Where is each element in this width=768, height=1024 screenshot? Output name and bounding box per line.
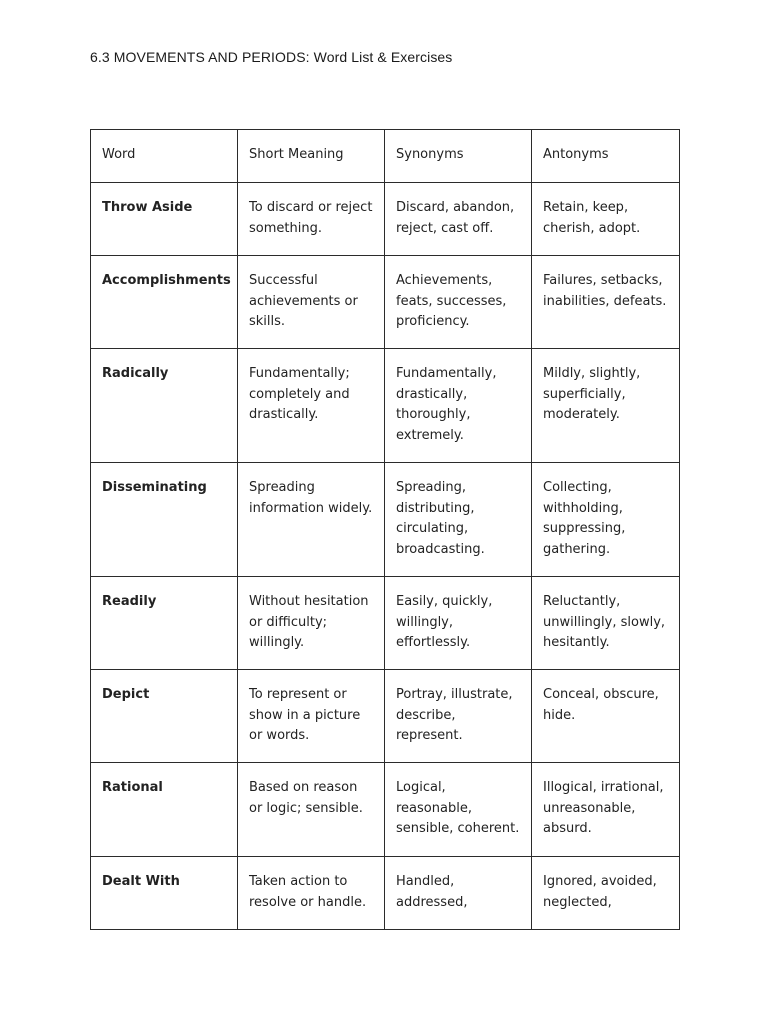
- antonyms-cell: Ignored, avoided, neglected,: [532, 857, 680, 930]
- table-row: [91, 577, 680, 670]
- word-cell: Accomplishments: [91, 256, 238, 349]
- synonyms-cell: Logical, reasonable, sensible, coherent.: [385, 763, 532, 857]
- meaning-cell: Taken action to resolve or handle.: [238, 857, 385, 930]
- meaning-cell: To discard or reject something.: [238, 183, 385, 256]
- word-cell: Disseminating: [91, 463, 238, 577]
- word-cell: Depict: [91, 670, 238, 763]
- synonyms-cell: Portray, illustrate, describe, represent.: [385, 670, 532, 763]
- antonyms-cell: Reluctantly, unwillingly, slowly, hesitantly.: [532, 577, 680, 670]
- table-row: [91, 670, 680, 763]
- table-header-row: [91, 130, 680, 183]
- header-short-meaning: Short Meaning: [238, 130, 385, 183]
- meaning-cell: To represent or show in a picture or words.: [238, 670, 385, 763]
- synonyms-cell: Achievements, feats, successes, proficiency.: [385, 256, 532, 349]
- word-cell: Throw Aside: [91, 183, 238, 256]
- table-row: [91, 256, 680, 349]
- meaning-cell: Fundamentally; completely and drastically.: [238, 349, 385, 463]
- synonyms-cell: Handled, addressed,: [385, 857, 532, 930]
- table-row: [91, 463, 680, 577]
- meaning-cell: Successful achievements or skills.: [238, 256, 385, 349]
- synonyms-cell: Easily, quickly, willingly, effortlessly.: [385, 577, 532, 670]
- header-antonyms: Antonyms: [532, 130, 680, 183]
- document-title: 6.3 MOVEMENTS AND PERIODS: Word List & Exercises: [90, 49, 453, 65]
- meaning-cell: Without hesitation or difficulty; willingly.: [238, 577, 385, 670]
- antonyms-cell: Mildly, slightly, superficially, moderately.: [532, 349, 680, 463]
- table-row: [91, 857, 680, 930]
- header-synonyms: Synonyms: [385, 130, 532, 183]
- meaning-cell: Spreading information widely.: [238, 463, 385, 577]
- table-row: [91, 349, 680, 463]
- synonyms-cell: Fundamentally, drastically, thoroughly, extremely.: [385, 349, 532, 463]
- word-cell: Dealt With: [91, 857, 238, 930]
- table-row: [91, 183, 680, 256]
- word-cell: Readily: [91, 577, 238, 670]
- vocabulary-table: [90, 129, 680, 930]
- antonyms-cell: Illogical, irrational, unreasonable, absurd.: [532, 763, 680, 857]
- table-row: [91, 763, 680, 857]
- synonyms-cell: Spreading, distributing, circulating, broadcasting.: [385, 463, 532, 577]
- antonyms-cell: Retain, keep, cherish, adopt.: [532, 183, 680, 256]
- antonyms-cell: Failures, setbacks, inabilities, defeats.: [532, 256, 680, 349]
- word-cell: Radically: [91, 349, 238, 463]
- antonyms-cell: Collecting, withholding, suppressing, gathering.: [532, 463, 680, 577]
- header-word: Word: [91, 130, 238, 183]
- synonyms-cell: Discard, abandon, reject, cast off.: [385, 183, 532, 256]
- meaning-cell: Based on reason or logic; sensible.: [238, 763, 385, 857]
- word-cell: Rational: [91, 763, 238, 857]
- antonyms-cell: Conceal, obscure, hide.: [532, 670, 680, 763]
